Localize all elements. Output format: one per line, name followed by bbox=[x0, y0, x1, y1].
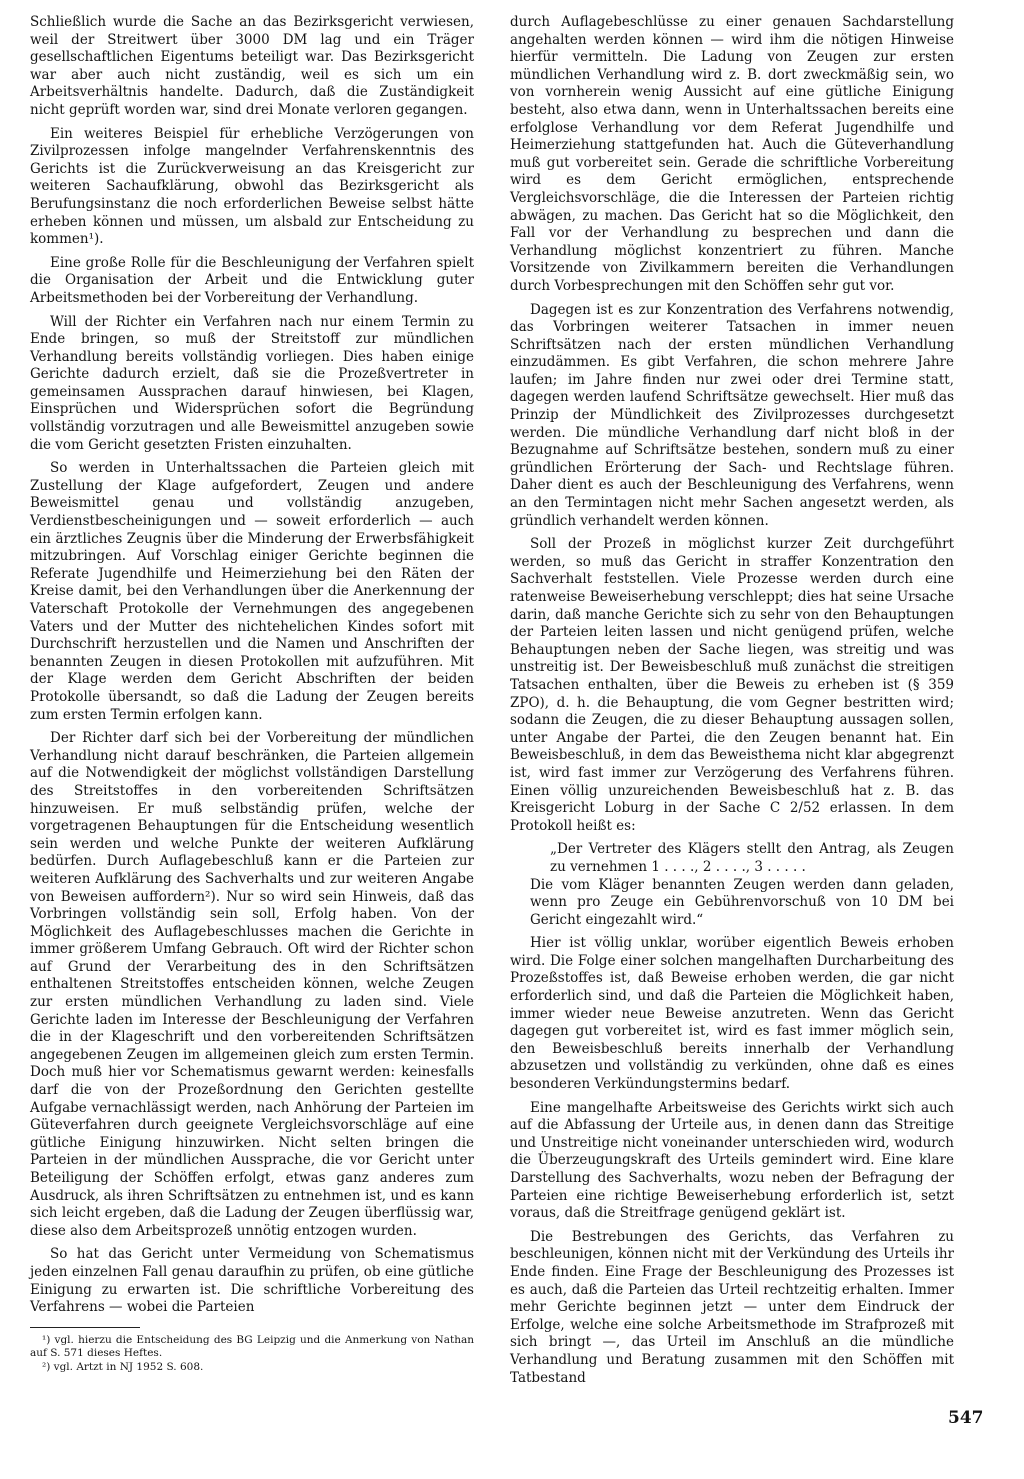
paragraph: Will der Richter ein Verfahren nach nur einem Termin zu Ende bringen, so muß der Streitstoff zur mündlichen Verhandlung bereits vollständig vorliegen. Dies haben einige Gerichte dadurch erzielt, daß sie die Prozeßvertreter in gemeinsamen Aussprachen darauf hinwiesen, bei Klagen, Einsprüchen und Widersprüchen sofort die Begründung vollständig vorzutragen und alle Beweismittel anzugeben sowie die vom Gericht gesetzten Fristen einzuhalten. bbox=[30, 313, 474, 453]
paragraph: Schließlich wurde die Sache an das Bezirksgericht verwiesen, weil der Streitwert über 3000 DM lag und ein Träger gesellschaftlichen Eigentums beteiligt war. Das Bezirksgericht war aber auch nicht zuständig, weil es sich um ein Arbeitsverhältnis handelte. Dadurch, daß die Zuständigkeit nicht geprüft worden war, sind drei Monate verloren gegangen. bbox=[30, 14, 474, 118]
paragraph: So hat das Gericht unter Vermeidung von Schematismus jeden einzelnen Fall genau daraufhin zu prüfen, ob eine gütliche Einigung zu erwarten ist. Die schriftliche Vorbereitung des Verfahrens — wobei die Parteien bbox=[30, 1246, 474, 1316]
paragraph: Die Bestrebungen des Gerichts, das Verfahren zu beschleunigen, können nicht mit der Verkündung des Urteils ihr Ende finden. Eine Frage der Beschleunigung des Prozesses ist es auch, daß die Parteien das Urteil rechtzeitig erhalten. Immer mehr Gerichte beginnen jetzt — unter dem Eindruck der Erfolge, welche eine solche Arbeitsmethode im Strafprozeß mit sich bringt —, das Urteil im Anschluß an die mündliche Verhandlung und Beratung zusammen mit den Schöffen mit Tatbestand bbox=[510, 1228, 954, 1386]
paragraph: Der Richter darf sich bei der Vorbereitung der mündlichen Verhandlung nicht darauf beschränken, die Parteien allgemein auf die Notwendigkeit der möglichst vollständigen Darstellung des Streitstoffes in den vorbereitenden Schriftsätzen hinzuweisen. Er muß selbständig prüfen, welche der vorgetragenen Behauptungen für die Entscheidung wesentlich sein werden und welche Punkte der weiteren Aufklärung bedürfen. Durch Auflagebeschluß kann er die Parteien zur weiteren Aufklärung des Sachverhalts und zur weiteren Angabe von Beweisen auffordern²). Nur so wird sein Hinweis, daß das Vorbringen vollständig sein soll, Erfolg haben. Von der Möglichkeit des Auflagebeschlusses machen die Gerichte in immer größerem Umfang Gebrauch. Oft wird der Richter schon auf Grund der Verarbeitung des in den Schriftsätzen enthaltenen Streitstoffes entscheiden können, welche Zeugen zur ersten mündlichen Verhandlung zu laden sind. Viele Gerichte laden im Interesse der Beschleunigung der Verfahren die in der Klageschrift und den vorbereitenden Schriftsätzen angegebenen Zeugen im allgemeinen gleich zum ersten Termin. Doch muß hier vor Schematismus gewarnt werden: keinesfalls darf die von der Prozeßordnung den Gerichten gestellte Aufgabe vernachlässigt werden, nach Anhörung der Parteien im Güteverfahren durch geeignete Vergleichsvorschläge auf eine gütliche Einigung hinzuwirken. Nicht selten bringen die Parteien in der mündlichen Aussprache, die vor Gericht unter Beteiligung der Schöffen erfolgt, etwas ganz anderes zum Ausdruck, als ihren Schriftsätzen zu entnehmen ist, und es kann sich leicht ergeben, daß die Ladung der Zeugen überflüssig war, diese also dem Arbeitsprozeß unnötig entzogen wurden. bbox=[30, 730, 474, 1239]
page-number: 547 bbox=[948, 1408, 984, 1428]
quote-line: Die vom Kläger benannten Zeugen werden dann geladen, wenn pro Zeuge ein Gebührenvorschuß von 10 DM bei Gericht eingezahlt wird.“ bbox=[530, 876, 954, 928]
left-column bbox=[30, 14, 474, 1374]
footnote-2: ²) vgl. Artzt in NJ 1952 S. 608. bbox=[42, 1360, 204, 1373]
paragraph: Dagegen ist es zur Konzentration des Verfahrens notwendig, das Vorbringen weiterer Tatsachen in immer neuen Schriftsätzen nach der ersten mündlichen Verhandlung einzudämmen. Es gibt Verfahren, die schon mehrere Jahre laufen; im Jahre finden nur zwei oder drei Termine statt, dagegen werden laufend Schriftsätze gewechselt. Hier muß das Prinzip der Mündlichkeit des Zivilprozesses durchgesetzt werden. Die mündliche Verhandlung darf nicht bloß in der Bezugnahme auf Schriftsätze bestehen, sondern muß zu einer gründlichen Erörterung der Sach- und Rechtslage führen. Daher dient es auch der Beschleunigung des Verfahrens, wenn an den Termintagen nicht mehr Sachen angesetzt werden, als gründlich verhandelt werden können. bbox=[510, 301, 954, 529]
paragraph: So werden in Unterhaltssachen die Parteien gleich mit Zustellung der Klage aufgefordert, Zeugen und andere Beweismittel genau und vollständig anzugeben, Verdienstbescheinigungen und — soweit erforderlich — auch ein ärztliches Zeugnis über die Minderung der Erwerbsfähigkeit mitzubringen. Auf Vorschlag einiger Gerichte beginnen die Referate Jugendhilfe und Heimerziehung bei den Räten der Kreise damit, bei den Verhandlungen über die Anerkennung der Vaterschaft Protokolle der Vernehmungen des angegebenen Vaters und der Mutter des nichtehelichen Kindes sofort mit Durchschrift herzustellen und die Namen und Anschriften der benannten Zeugen in diesen Protokollen mit aufzuführen. Mit der Klage werden dem Gericht Abschriften der beiden Protokolle übersandt, so daß die Ladung der Zeugen bereits zum ersten Termin erfolgen kann. bbox=[30, 460, 474, 723]
footnote-1: ¹) vgl. hierzu die Entscheidung des BG Leipzig und die Anmerkung von Nathan auf S. 571 dieses Heftes. bbox=[30, 1333, 474, 1360]
paragraph: Eine mangelhafte Arbeitsweise des Gerichts wirkt sich auch auf die Abfassung der Urteile aus, in denen dann das Streitige und Unstreitige nicht voneinander unterschieden wird, wodurch die Überzeugungskraft des Urteils gemindert wird. Eine klare Darstellung des Sachverhalts, wozu neben der Befragung der Parteien eine richtige Beweiserhebung erforderlich ist, setzt voraus, daß die Streitfrage genügend geklärt ist. bbox=[510, 1099, 954, 1222]
paragraph: Hier ist völlig unklar, worüber eigentlich Beweis erhoben wird. Die Folge einer solchen mangelhaften Durcharbeitung des Prozeßstoffes ist, daß Beweise erhoben werden, die gar nicht erforderlich sind, und daß die Parteien die Möglichkeit haben, immer wieder neue Beweise anzutreten. Wenn das Gericht dagegen gut vorbereitet ist, wird es fast immer möglich sein, den Beweisbeschluß bereits innerhalb der Verhandlung abzusetzen und vollständig zu verkünden, ohne daß es eines besonderen Verkündungstermins bedarf. bbox=[510, 935, 954, 1093]
quote-line: „Der Vertreter des Klägers stellt den Antrag, als Zeugen zu vernehmen 1 . . . ., 2 . . . ., 3 . . . . . bbox=[550, 841, 954, 875]
paragraph: Eine große Rolle für die Beschleunigung der Verfahren spielt die Organisation der Arbeit und die Entwicklung guter Arbeitsmethoden bei der Vorbereitung der Verhandlung. bbox=[30, 254, 474, 306]
protocol-quote bbox=[530, 841, 954, 929]
paragraph: durch Auflagebeschlüsse zu einer genauen Sachdarstellung angehalten werden können — wird ihm die nötigen Hinweise hierfür vermitteln. Die Ladung von Zeugen zur ersten mündlichen Verhandlung wird z. B. dort zweckmäßig sein, wo von vornherein wenig Aussicht auf eine gütliche Einigung besteht, also etwa dann, wenn in Unterhaltssachen bereits eine erfolglose Verhandlung vor dem Referat Jugendhilfe und Heimerziehung stattgefunden hat. Auch die Güteverhandlung muß gut vorbereitet sein. Gerade die schriftliche Vorbereitung wird es dem Gericht ermöglichen, entsprechende Vergleichsvorschläge, die die Interessen der Parteien richtig abwägen, zu machen. Das Gericht hat so die Möglichkeit, den Fall vor der Verhandlung zu besprechen und dann die Verhandlung möglichst konzentriert zu führen. Manche Vorsitzende von Zivilkammern bereiten die Verhandlungen durch Vorbesprechungen mit den Schöffen sehr gut vor. bbox=[510, 14, 954, 294]
right-column bbox=[510, 14, 954, 1393]
paragraph: Soll der Prozeß in möglichst kurzer Zeit durchgeführt werden, so muß das Gericht in straffer Konzentration den Sachverhalt feststellen. Viele Prozesse werden durch eine ratenweise Beweiserhebung verschleppt; dies hat seine Ursache darin, daß manche Gerichte sich zu sehr von den Behauptungen der Parteien leiten lassen und nicht genügend prüfen, welche Behauptungen neben der Sache liegen, was streitig und was unstreitig ist. Der Beweisbeschluß muß zunächst die streitigen Tatsachen enthalten, über die Beweis zu erheben ist (§ 359 ZPO), d. h. die Behauptung, die vom Gegner bestritten wird; sodann die Zeugen, die zu dieser Behauptung aussagen sollen, unter Angabe der Partei, die den Zeugen benannt hat. Ein Beweisbeschluß, in dem das Beweisthema nicht klar abgegrenzt ist, wird fast immer zur Verzögerung des Verfahrens führen. Einen völlig unzureichenden Beweisbeschluß hat z. B. das Kreisgericht Loburg in der Sache C 2/52 erlassen. In dem Protokoll heißt es: bbox=[510, 536, 954, 834]
paragraph: Ein weiteres Beispiel für erhebliche Verzögerungen von Zivilprozessen infolge mangelnder Verfahrenskenntnis des Gerichts ist die Zurückverweisung an das Kreisgericht zur weiteren Sachaufklärung, obwohl das Bezirksgericht als Berufungsinstanz die noch erforderlichen Beweise selbst hätte erheben können und müssen, um alsbald zur Entscheidung zu kommen¹). bbox=[30, 125, 474, 248]
